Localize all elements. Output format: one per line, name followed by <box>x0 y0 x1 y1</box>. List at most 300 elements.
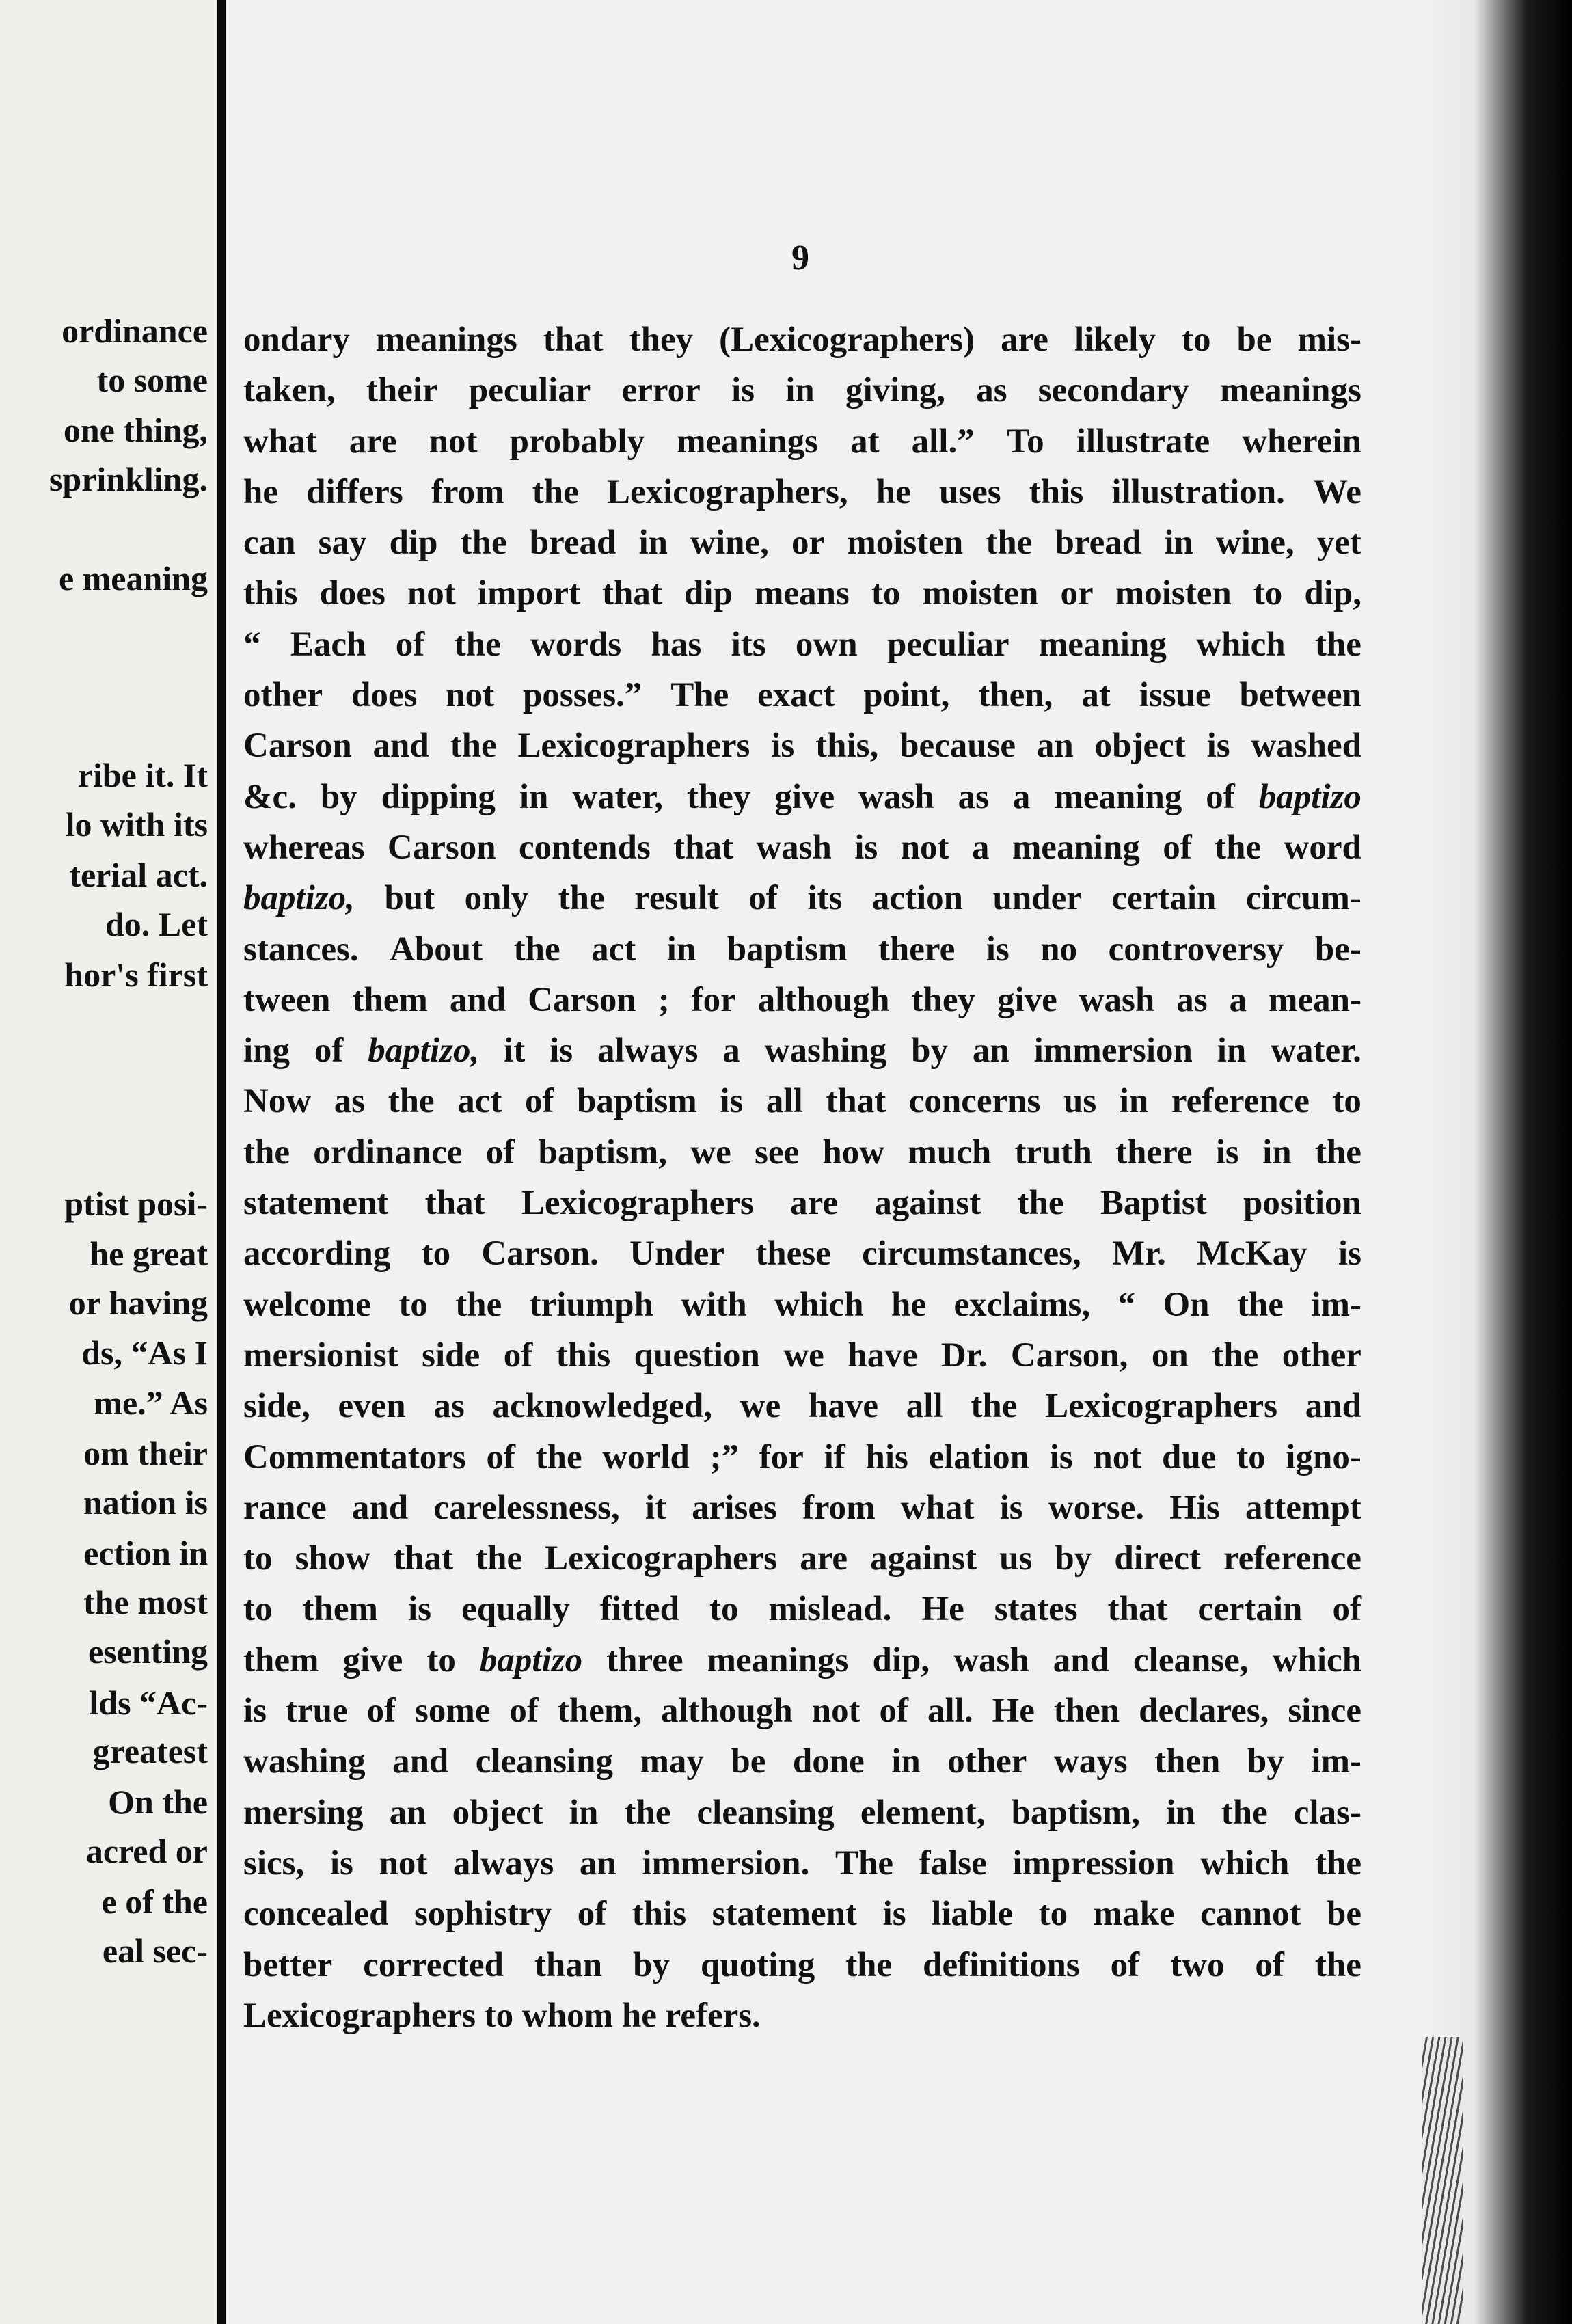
word: wash <box>756 828 832 867</box>
word: the <box>1212 1336 1259 1375</box>
word: Lexicographers <box>1045 1387 1278 1426</box>
facing-page-line: ordinance <box>62 312 208 350</box>
text-line <box>243 365 1361 416</box>
word: no <box>1040 930 1078 969</box>
word: he <box>243 472 278 511</box>
page-number: 9 <box>791 239 809 278</box>
word: the <box>476 1539 523 1578</box>
word: cleanse, <box>1133 1640 1249 1679</box>
word: to <box>1236 1437 1266 1476</box>
word: &c. <box>243 777 297 816</box>
word: wine, <box>1215 524 1295 563</box>
word: dip <box>389 524 438 563</box>
text-line <box>243 1178 1361 1228</box>
word: an <box>1036 727 1074 766</box>
word: attempt <box>1245 1488 1361 1527</box>
word: definitions <box>923 1945 1080 1984</box>
facing-page-line: greatest <box>92 1732 208 1770</box>
word: worse. <box>1048 1488 1144 1527</box>
word: truth <box>1014 1133 1092 1172</box>
word: (Lexicographers) <box>719 321 975 359</box>
word: the <box>388 1082 435 1121</box>
word: the <box>532 472 579 511</box>
word: water. <box>1271 1031 1361 1070</box>
word: Carson <box>243 727 352 766</box>
text-line <box>243 1280 1361 1330</box>
word: two <box>1170 1945 1225 1984</box>
word: object <box>1094 727 1186 766</box>
word: the <box>1314 1945 1361 1984</box>
word: We <box>1313 472 1361 511</box>
word: the <box>455 1285 502 1324</box>
word: to <box>1332 1082 1361 1121</box>
word: to <box>871 574 901 613</box>
text-line <box>243 1533 1361 1584</box>
word: acknowledged, <box>492 1387 713 1426</box>
word: it <box>504 1031 526 1070</box>
word: by <box>633 1945 670 1984</box>
word: elation <box>928 1437 1029 1476</box>
word: the <box>535 1437 582 1476</box>
word: a <box>1012 777 1031 816</box>
word: washing <box>243 1742 366 1781</box>
word: have <box>848 1336 918 1375</box>
text-line <box>243 1381 1361 1431</box>
word: they <box>911 980 975 1019</box>
word: moisten <box>1115 574 1232 613</box>
word: exact <box>757 676 835 715</box>
word: this <box>1029 472 1084 511</box>
word: then <box>1053 1692 1120 1731</box>
word: have <box>809 1387 879 1426</box>
word: between <box>1239 676 1361 715</box>
word: act <box>457 1082 502 1121</box>
word: done <box>792 1742 865 1781</box>
word: always <box>597 1031 699 1070</box>
word: im- <box>1311 1742 1361 1781</box>
word: reference <box>1171 1082 1310 1121</box>
word: words <box>530 625 622 664</box>
word: the <box>845 1945 893 1984</box>
text-line <box>243 1076 1361 1126</box>
word: immersion. <box>642 1843 810 1882</box>
word: in <box>891 1742 921 1781</box>
word: of <box>879 1692 909 1731</box>
word: Lexicographers <box>521 1184 754 1223</box>
text-line <box>243 1228 1361 1279</box>
word: dipping <box>381 777 496 816</box>
word: and <box>351 1488 409 1527</box>
word: clas- <box>1293 1793 1361 1832</box>
word: taken, <box>243 371 336 410</box>
word: does <box>351 676 418 715</box>
word: dip, <box>872 1640 930 1679</box>
word: in <box>1119 1082 1149 1121</box>
word: is <box>999 1488 1023 1527</box>
word: their <box>366 371 438 410</box>
word: the <box>1017 1184 1064 1223</box>
word: concealed <box>243 1895 389 1934</box>
word: is <box>731 371 755 410</box>
word: the <box>243 1133 290 1172</box>
word: always <box>452 1843 554 1882</box>
word: Carson <box>528 980 636 1019</box>
word: are <box>349 422 397 461</box>
word: in <box>638 524 668 563</box>
word: the <box>1314 1133 1361 1172</box>
word: mersing <box>243 1793 364 1832</box>
word: are <box>1001 321 1048 359</box>
word: concerns <box>908 1082 1041 1121</box>
word: true <box>285 1692 348 1731</box>
word: is <box>408 1590 432 1629</box>
word: by <box>1055 1539 1092 1578</box>
word: impression <box>1012 1843 1175 1882</box>
word: give <box>774 777 835 816</box>
word: igno- <box>1286 1437 1361 1476</box>
word: not <box>429 422 478 461</box>
word: by <box>1247 1742 1284 1781</box>
word: and <box>1305 1387 1361 1426</box>
word: certain <box>1111 879 1217 918</box>
word: in <box>1164 524 1193 563</box>
word: Under <box>629 1234 725 1273</box>
word: than <box>534 1945 603 1984</box>
word: sics, <box>243 1843 305 1882</box>
word: the <box>450 727 497 766</box>
word: baptism, <box>538 1133 667 1172</box>
word: water, <box>572 777 663 816</box>
word: an <box>972 1031 1009 1070</box>
word: to <box>398 1285 428 1324</box>
word: position <box>1243 1184 1361 1223</box>
word: to <box>426 1640 456 1679</box>
word: that <box>393 1539 454 1578</box>
word: cleansing <box>475 1742 613 1781</box>
word: as <box>1176 980 1208 1019</box>
word: three <box>606 1640 683 1679</box>
facing-page-line: he great <box>90 1234 208 1273</box>
word: is <box>882 1895 906 1934</box>
italic-word: baptizo <box>479 1640 583 1679</box>
facing-page-line: to some <box>96 361 208 399</box>
word: see <box>754 1133 800 1172</box>
word: He <box>921 1590 964 1629</box>
word: what <box>900 1488 975 1527</box>
word: mis- <box>1297 321 1361 359</box>
word: illustration. <box>1111 472 1285 511</box>
word: are <box>790 1184 839 1223</box>
text-line <box>243 1127 1361 1178</box>
word: baptism, <box>1011 1793 1141 1832</box>
word: His <box>1169 1488 1220 1527</box>
word: moisten <box>847 524 964 563</box>
word: action <box>871 879 964 918</box>
word: The <box>670 676 729 715</box>
word: of <box>395 625 425 664</box>
word: be <box>731 1742 766 1781</box>
word: controversy <box>1108 930 1284 969</box>
word: is <box>986 930 1009 969</box>
word: direct <box>1114 1539 1201 1578</box>
word: uses <box>938 472 1001 511</box>
word: this <box>243 574 298 613</box>
facing-page-line: ribe it. It <box>77 756 208 794</box>
word: that <box>543 321 604 359</box>
facing-page-line: the most <box>83 1583 208 1621</box>
word: that <box>1107 1590 1168 1629</box>
word: according <box>243 1234 391 1273</box>
word: contends <box>519 828 651 867</box>
word: is <box>720 1082 744 1121</box>
word: some <box>415 1692 491 1731</box>
word: secondary <box>1038 371 1189 410</box>
text-line <box>243 975 1361 1025</box>
text-line <box>243 1787 1361 1838</box>
word: by <box>320 777 357 816</box>
word: meaning <box>1054 777 1182 816</box>
text-line <box>243 924 1361 975</box>
word: from <box>431 472 504 511</box>
word: side <box>422 1336 480 1375</box>
word: although <box>757 980 890 1019</box>
word: other <box>1282 1336 1361 1375</box>
italic-word: baptizo <box>1258 777 1361 816</box>
word: ways <box>1053 1742 1128 1781</box>
word: result <box>634 879 719 918</box>
word: to <box>1181 321 1211 359</box>
word: wine, <box>690 524 769 563</box>
facing-page-line: lo with its <box>65 805 208 843</box>
facing-page-line: sprinkling. <box>49 460 208 498</box>
word: of <box>748 879 778 918</box>
word: his <box>865 1437 908 1476</box>
word: of <box>314 1031 344 1070</box>
word: word <box>1284 828 1361 867</box>
word: About <box>390 930 483 969</box>
word: at <box>1081 676 1111 715</box>
word: there <box>1115 1133 1193 1172</box>
word: Now <box>243 1082 312 1121</box>
word: false <box>919 1843 987 1882</box>
word: which <box>1200 1843 1290 1882</box>
word: of <box>1332 1590 1361 1629</box>
facing-page-line: eal sec- <box>102 1932 208 1970</box>
word: the <box>454 625 501 664</box>
word: states <box>994 1590 1078 1629</box>
word: because <box>899 727 1016 766</box>
word: liable <box>932 1895 1014 1934</box>
word: certain <box>1197 1590 1303 1629</box>
word: them <box>243 1640 319 1679</box>
text-line <box>243 517 1361 568</box>
text-line <box>243 822 1361 873</box>
word: is <box>1338 1234 1361 1273</box>
word: welcome <box>243 1285 371 1324</box>
body-text <box>243 314 1361 2041</box>
word: to <box>421 1234 451 1273</box>
word: Carson. <box>481 1234 599 1273</box>
word: we <box>740 1387 781 1426</box>
word: the <box>558 879 605 918</box>
word: “ <box>1117 1285 1136 1324</box>
word: Commentators <box>243 1437 466 1476</box>
word: be <box>1326 1895 1361 1934</box>
page-curl <box>1422 2037 1463 2324</box>
word: what <box>243 422 317 461</box>
word: which <box>774 1285 864 1324</box>
facing-page-line: e meaning <box>58 559 208 597</box>
word: object <box>452 1793 543 1832</box>
word: under <box>992 879 1082 918</box>
word: washing <box>764 1031 887 1070</box>
word: error <box>621 371 701 410</box>
word: ; <box>658 980 670 1019</box>
word: means <box>754 574 850 613</box>
text-line <box>243 619 1361 670</box>
word: statement <box>712 1895 858 1934</box>
word: a <box>722 1031 740 1070</box>
facing-page-line: me.” As <box>94 1383 208 1422</box>
word: “ <box>243 625 261 664</box>
facing-page-line: e of the <box>101 1882 208 1921</box>
word: say <box>318 524 367 563</box>
word: Lexicographers <box>517 727 750 766</box>
word: Each <box>290 625 366 664</box>
word: wash <box>858 777 934 816</box>
word: posses.” <box>523 676 642 715</box>
word: to <box>1038 1895 1068 1934</box>
page-edge-shadow <box>1422 0 1572 2324</box>
word: to <box>243 1539 273 1578</box>
word: not <box>379 1843 428 1882</box>
word: of <box>485 1133 515 1172</box>
word: fitted <box>599 1590 679 1629</box>
word: we <box>783 1336 824 1375</box>
word: probably <box>509 422 645 461</box>
facing-page-line: lds “Ac- <box>89 1684 208 1722</box>
word: how <box>822 1133 885 1172</box>
word: statement <box>243 1184 389 1223</box>
word: meaning <box>1012 828 1140 867</box>
word: wash <box>1079 980 1155 1019</box>
text-line <box>243 1584 1361 1634</box>
word: the <box>1221 1793 1268 1832</box>
word: them <box>352 980 428 1019</box>
facing-page-line: nation is <box>83 1483 208 1522</box>
word: is <box>1206 727 1230 766</box>
word: dip <box>683 574 733 613</box>
word: of <box>1163 828 1192 867</box>
text-line <box>243 873 1361 923</box>
word: own <box>795 625 858 664</box>
word: for <box>759 1437 804 1476</box>
word: Mr. <box>1112 1234 1166 1273</box>
word: to <box>709 1590 739 1629</box>
word: although <box>661 1692 793 1731</box>
facing-page-line: hor's first <box>64 956 208 994</box>
word: washed <box>1251 727 1361 766</box>
word: To <box>1006 422 1044 461</box>
word: likely <box>1074 321 1156 359</box>
italic-word: baptizo, <box>243 879 355 918</box>
word: stances. <box>243 930 359 969</box>
word: ordinance <box>313 1133 463 1172</box>
word: is <box>771 727 795 766</box>
facing-page-line: do. Let <box>105 905 208 943</box>
word: all. <box>927 1692 973 1731</box>
word: from <box>802 1488 876 1527</box>
word: declares, <box>1139 1692 1269 1731</box>
word: reference <box>1223 1539 1361 1578</box>
word: is <box>854 828 878 867</box>
word: circumstances, <box>862 1234 1081 1273</box>
word: them <box>302 1590 378 1629</box>
word: ing <box>243 1031 290 1070</box>
word: as <box>976 371 1007 410</box>
word: the <box>1236 1285 1284 1324</box>
word: yet <box>1316 524 1361 563</box>
word: Baptist <box>1100 1184 1207 1223</box>
word: equally <box>461 1590 570 1629</box>
word: carelessness, <box>433 1488 620 1527</box>
word: On <box>1163 1285 1210 1324</box>
word: that <box>602 574 662 613</box>
word: meanings <box>677 422 819 461</box>
word: only <box>464 879 529 918</box>
word: bread <box>1055 524 1142 563</box>
word: meanings <box>375 321 517 359</box>
word: in <box>1262 1133 1292 1172</box>
facing-page-line: terial act. <box>69 856 208 894</box>
text-line <box>243 1025 1361 1076</box>
word: of <box>503 1336 533 1375</box>
facing-page-line: On the <box>108 1783 208 1821</box>
word: import <box>477 574 580 613</box>
word: an <box>389 1793 426 1832</box>
word: are <box>800 1539 848 1578</box>
word: question <box>634 1336 760 1375</box>
text-line <box>243 1330 1361 1381</box>
word: as <box>433 1387 465 1426</box>
word: a <box>1229 980 1247 1019</box>
word: of <box>1206 777 1235 816</box>
word: the <box>1314 625 1361 664</box>
word: exclaims, <box>953 1285 1091 1324</box>
word: with <box>681 1285 747 1324</box>
word: there <box>878 930 956 969</box>
word: against <box>874 1184 981 1223</box>
word: that <box>826 1082 886 1121</box>
text-line <box>243 1686 1361 1736</box>
word: then, <box>978 676 1053 715</box>
word: other <box>947 1742 1027 1781</box>
word: baptism <box>577 1082 697 1121</box>
word: they <box>686 777 751 816</box>
word: Lexicographers, <box>606 472 848 511</box>
word: does <box>319 574 385 613</box>
word: is <box>1215 1133 1239 1172</box>
facing-page-line: ptist posi- <box>64 1185 208 1223</box>
word: which <box>1272 1640 1361 1679</box>
word: mislead. <box>768 1590 892 1629</box>
word: to <box>1253 574 1283 613</box>
word: all <box>906 1387 943 1426</box>
word: they <box>629 321 694 359</box>
text-line <box>243 1990 1361 2041</box>
word: differs <box>306 472 403 511</box>
text-line <box>243 568 1361 619</box>
